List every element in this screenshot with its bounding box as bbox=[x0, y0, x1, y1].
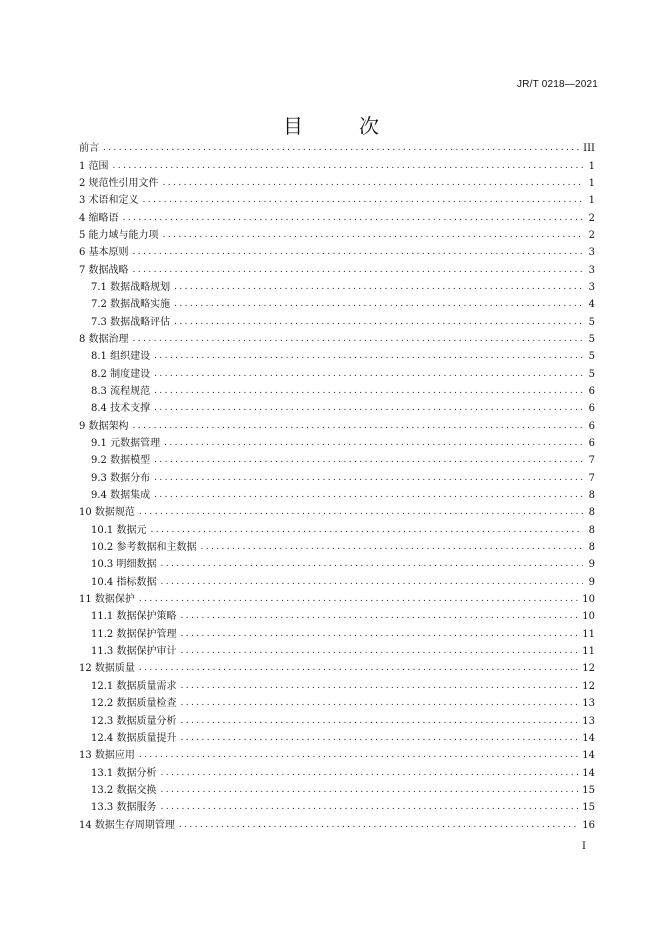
toc-entry-page: 7 bbox=[588, 455, 595, 467]
toc-entry-page: 5 bbox=[588, 333, 595, 345]
toc-dot-leader bbox=[180, 678, 578, 695]
toc-entry-page: 3 bbox=[588, 247, 595, 259]
toc-entry[interactable] bbox=[79, 175, 595, 192]
toc-entry[interactable] bbox=[79, 764, 595, 781]
toc-dot-leader bbox=[180, 643, 578, 660]
toc-dot-leader bbox=[179, 817, 578, 834]
toc-entry[interactable] bbox=[79, 331, 595, 348]
toc-dot-leader bbox=[150, 522, 583, 539]
toc-entry[interactable] bbox=[79, 695, 595, 712]
toc-entry-label: 13.2 数据交换 bbox=[91, 784, 157, 796]
toc-dot-leader bbox=[160, 799, 578, 816]
page-number: I bbox=[582, 841, 586, 852]
toc-dot-leader bbox=[160, 556, 583, 573]
toc-entry-label: 13.3 数据服务 bbox=[91, 802, 157, 814]
toc-entry-page: 11 bbox=[582, 646, 595, 658]
toc-entry[interactable] bbox=[79, 227, 595, 244]
toc-entry[interactable] bbox=[79, 816, 595, 833]
toc-entry-label: 12.2 数据质量检查 bbox=[91, 698, 177, 710]
toc-entry[interactable] bbox=[79, 244, 595, 261]
toc-entry[interactable] bbox=[79, 747, 595, 764]
toc-entry-page: 9 bbox=[588, 559, 595, 571]
toc-dot-leader bbox=[154, 348, 583, 365]
table-of-contents bbox=[79, 140, 595, 834]
toc-entry-page: 5 bbox=[588, 368, 595, 380]
toc-dot-leader bbox=[160, 782, 578, 799]
toc-dot-leader bbox=[174, 314, 583, 331]
toc-dot-leader bbox=[154, 383, 583, 400]
toc-entry-page: 9 bbox=[588, 576, 595, 588]
toc-entry-page: 6 bbox=[588, 438, 595, 450]
toc-entry-page: 1 bbox=[588, 195, 595, 207]
toc-entry-label: 6 基本原则 bbox=[79, 247, 129, 259]
toc-entry[interactable] bbox=[79, 487, 595, 504]
toc-entry-page: 3 bbox=[588, 264, 595, 276]
toc-entry-label: 1 范围 bbox=[79, 160, 109, 172]
toc-entry[interactable] bbox=[79, 313, 595, 330]
toc-dot-leader bbox=[174, 296, 583, 313]
toc-entry-page: 13 bbox=[582, 698, 595, 710]
toc-entry-page: 12 bbox=[582, 663, 595, 675]
toc-dot-leader bbox=[139, 747, 578, 764]
toc-entry-label: 12.4 数据质量提升 bbox=[91, 732, 177, 744]
toc-dot-leader bbox=[103, 140, 579, 157]
toc-entry[interactable] bbox=[79, 365, 595, 382]
toc-entry-page: 14 bbox=[582, 732, 595, 744]
toc-dot-leader bbox=[143, 192, 583, 209]
toc-dot-leader bbox=[174, 279, 583, 296]
toc-entry-page: 2 bbox=[588, 212, 595, 224]
toc-entry-page: 5 bbox=[588, 351, 595, 363]
toc-dot-leader bbox=[154, 487, 583, 504]
toc-entry-page: 6 bbox=[588, 385, 595, 397]
toc-entry-page: 1 bbox=[588, 160, 595, 172]
toc-entry-page: 13 bbox=[582, 715, 595, 727]
toc-entry-label: 2 规范性引用文件 bbox=[79, 177, 159, 189]
toc-dot-leader bbox=[154, 400, 583, 417]
toc-entry-label: 13.1 数据分析 bbox=[91, 767, 157, 779]
toc-dot-leader bbox=[133, 244, 583, 261]
toc-dot-leader bbox=[154, 470, 583, 487]
toc-entry-page: 11 bbox=[582, 628, 595, 640]
toc-entry[interactable] bbox=[79, 383, 595, 400]
toc-entry[interactable] bbox=[79, 574, 595, 591]
toc-dot-leader bbox=[180, 713, 578, 730]
toc-entry[interactable] bbox=[79, 452, 595, 469]
toc-dot-leader bbox=[180, 608, 578, 625]
toc-dot-leader bbox=[180, 695, 578, 712]
toc-entry-label: 12.1 数据质量需求 bbox=[91, 680, 177, 692]
toc-entry-page: 8 bbox=[588, 524, 595, 536]
toc-title: 目 次 bbox=[283, 114, 397, 138]
toc-entry-label: 8.3 流程规范 bbox=[91, 385, 151, 397]
toc-entry-label: 9.1 元数据管理 bbox=[91, 438, 161, 450]
toc-entry-page: 6 bbox=[588, 403, 595, 415]
toc-entry[interactable] bbox=[79, 435, 595, 452]
toc-entry[interactable] bbox=[79, 712, 595, 729]
toc-entry-label: 11.3 数据保护审计 bbox=[91, 646, 177, 658]
toc-entry-label: 8 数据治理 bbox=[79, 333, 129, 345]
toc-entry[interactable] bbox=[79, 591, 595, 608]
toc-entry[interactable] bbox=[79, 470, 595, 487]
toc-entry-page: 15 bbox=[582, 784, 595, 796]
toc-entry-label: 9.3 数据分布 bbox=[91, 472, 151, 484]
toc-dot-leader bbox=[139, 660, 578, 677]
toc-entry[interactable] bbox=[79, 799, 595, 816]
toc-entry-page: 10 bbox=[582, 611, 595, 623]
toc-entry[interactable] bbox=[79, 296, 595, 313]
toc-entry[interactable] bbox=[79, 279, 595, 296]
toc-dot-leader bbox=[154, 452, 583, 469]
toc-entry-page: 15 bbox=[582, 802, 595, 814]
toc-entry[interactable] bbox=[79, 643, 595, 660]
toc-entry-label: 7 数据战略 bbox=[79, 264, 129, 276]
toc-entry-page: 14 bbox=[582, 750, 595, 762]
toc-entry[interactable] bbox=[79, 522, 595, 539]
toc-entry-page: 2 bbox=[588, 229, 595, 241]
toc-entry-page: 3 bbox=[588, 281, 595, 293]
document-code: JR/T 0218—2021 bbox=[517, 79, 598, 90]
toc-dot-leader bbox=[133, 262, 583, 279]
toc-entry-label: 前言 bbox=[79, 143, 99, 155]
toc-entry-page: 5 bbox=[588, 316, 595, 328]
toc-entry-label: 11 数据保护 bbox=[79, 594, 135, 606]
toc-entry-label: 8.1 组织建设 bbox=[91, 351, 151, 363]
toc-entry-label: 12.3 数据质量分析 bbox=[91, 715, 177, 727]
toc-entry-label: 10.3 明细数据 bbox=[91, 559, 157, 571]
toc-dot-leader bbox=[139, 591, 578, 608]
toc-entry[interactable] bbox=[79, 678, 595, 695]
toc-entry-page: 8 bbox=[588, 542, 595, 554]
toc-dot-leader bbox=[163, 175, 583, 192]
toc-entry[interactable] bbox=[79, 626, 595, 643]
toc-dot-leader bbox=[164, 435, 583, 452]
toc-dot-leader bbox=[180, 626, 578, 643]
toc-entry[interactable] bbox=[79, 348, 595, 365]
toc-entry-label: 5 能力域与能力项 bbox=[79, 229, 159, 241]
toc-entry[interactable] bbox=[79, 556, 595, 573]
toc-dot-leader bbox=[160, 574, 583, 591]
toc-entry[interactable] bbox=[79, 504, 595, 521]
toc-entry-page: 7 bbox=[588, 472, 595, 484]
toc-entry-page: 1 bbox=[588, 177, 595, 189]
toc-entry[interactable] bbox=[79, 261, 595, 278]
toc-entry-page: 14 bbox=[582, 767, 595, 779]
toc-entry[interactable] bbox=[79, 418, 595, 435]
toc-entry-label: 8.2 制度建设 bbox=[91, 368, 151, 380]
toc-entry[interactable] bbox=[79, 660, 595, 677]
toc-dot-leader bbox=[123, 210, 583, 227]
toc-entry-page: III bbox=[583, 143, 595, 155]
toc-entry-label: 10.2 参考数据和主数据 bbox=[91, 542, 197, 554]
toc-entry-label: 3 术语和定义 bbox=[79, 195, 139, 207]
toc-entry[interactable] bbox=[79, 209, 595, 226]
toc-entry-label: 9.4 数据集成 bbox=[91, 490, 151, 502]
toc-entry-label: 10 数据规范 bbox=[79, 507, 135, 519]
toc-entry[interactable] bbox=[79, 539, 595, 556]
toc-entry-label: 4 缩略语 bbox=[79, 212, 119, 224]
toc-dot-leader bbox=[154, 366, 583, 383]
toc-entry-page: 10 bbox=[582, 594, 595, 606]
toc-entry-page: 6 bbox=[588, 420, 595, 432]
toc-entry-page: 8 bbox=[588, 507, 595, 519]
toc-entry-page: 16 bbox=[582, 819, 595, 831]
toc-entry-label: 9.2 数据模型 bbox=[91, 455, 151, 467]
toc-entry-label: 7.2 数据战略实施 bbox=[91, 299, 171, 311]
toc-dot-leader bbox=[160, 765, 578, 782]
toc-entry-page: 8 bbox=[588, 490, 595, 502]
toc-entry-label: 12 数据质量 bbox=[79, 663, 135, 675]
toc-dot-leader bbox=[200, 539, 583, 556]
toc-entry-label: 10.1 数据元 bbox=[91, 524, 147, 536]
toc-entry-label: 13 数据应用 bbox=[79, 750, 135, 762]
toc-entry-label: 11.2 数据保护管理 bbox=[91, 628, 177, 640]
toc-entry[interactable] bbox=[79, 140, 595, 157]
toc-entry-page: 12 bbox=[582, 680, 595, 692]
toc-entry-label: 14 数据生存周期管理 bbox=[79, 819, 175, 831]
toc-entry-page: 4 bbox=[588, 299, 595, 311]
toc-entry[interactable] bbox=[79, 608, 595, 625]
toc-entry-label: 7.3 数据战略评估 bbox=[91, 316, 171, 328]
toc-entry[interactable] bbox=[79, 782, 595, 799]
toc-dot-leader bbox=[133, 418, 583, 435]
toc-entry-label: 10.4 指标数据 bbox=[91, 576, 157, 588]
toc-entry[interactable] bbox=[79, 192, 595, 209]
toc-entry-label: 7.1 数据战略规划 bbox=[91, 281, 171, 293]
toc-entry-label: 9 数据架构 bbox=[79, 420, 129, 432]
toc-entry[interactable] bbox=[79, 730, 595, 747]
toc-entry[interactable] bbox=[79, 157, 595, 174]
toc-dot-leader bbox=[133, 331, 583, 348]
toc-dot-leader bbox=[163, 227, 583, 244]
toc-entry-label: 8.4 技术支撑 bbox=[91, 403, 151, 415]
toc-dot-leader bbox=[139, 504, 583, 521]
toc-entry[interactable] bbox=[79, 400, 595, 417]
toc-dot-leader bbox=[113, 158, 583, 175]
toc-dot-leader bbox=[180, 730, 578, 747]
toc-entry-label: 11.1 数据保护策略 bbox=[91, 611, 177, 623]
